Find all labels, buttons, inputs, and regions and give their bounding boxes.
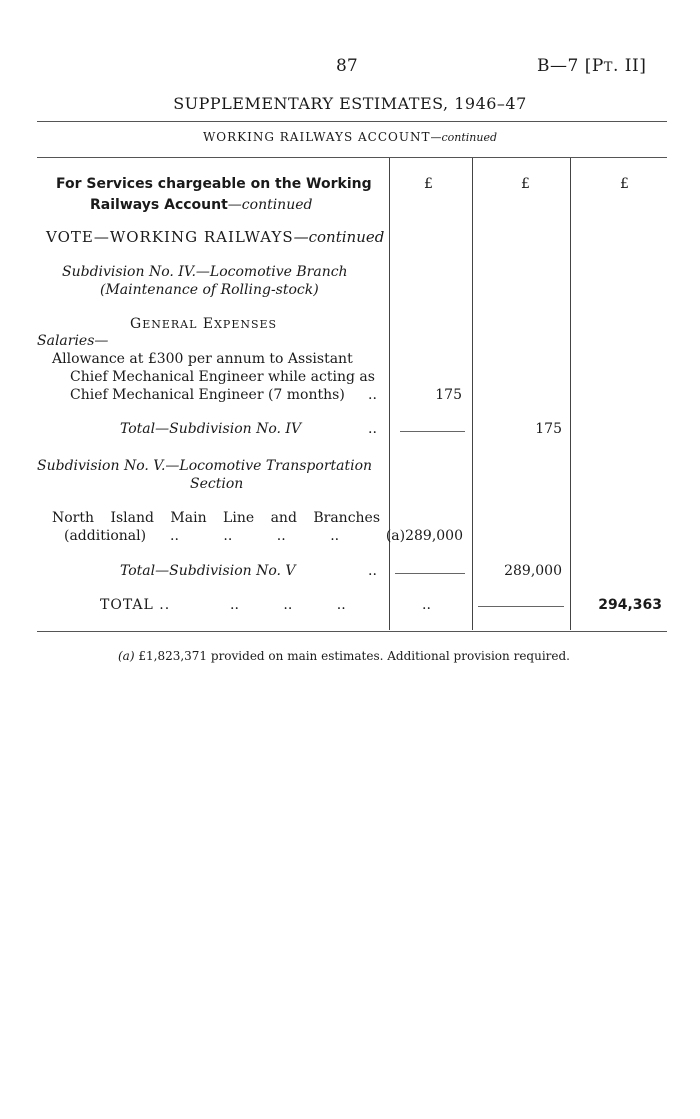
col3-currency-symbol: £ xyxy=(620,176,629,192)
iv-subtotal-rule xyxy=(400,431,465,432)
page-title: SUPPLEMENTARY ESTIMATES, 1946–47 xyxy=(173,94,527,113)
table-top-rule xyxy=(37,157,667,158)
subdivision-iv-total-leader: .. xyxy=(368,421,377,437)
ref-prefix: B—7 [P xyxy=(537,56,604,76)
ge-rest-xpenses: XPENSES xyxy=(214,318,278,331)
vote-continued: —continued xyxy=(293,228,385,246)
col1-currency-symbol: £ xyxy=(424,176,433,192)
page-number: 87 xyxy=(336,56,358,76)
title-rule xyxy=(37,121,667,122)
general-expenses-heading xyxy=(130,316,277,332)
subdivision-iv-total-amount: 175 xyxy=(535,421,562,437)
section-subtitle xyxy=(0,130,700,144)
grand-total-leaders: .. .. .. xyxy=(230,597,346,613)
column-divider-1 xyxy=(389,158,390,630)
ge-cap-e: E xyxy=(202,316,215,332)
vote-title xyxy=(46,228,384,246)
salaries-label: Salaries— xyxy=(37,333,109,349)
subdivision-v-title: Subdivision No. V.—Locomotive Transportation xyxy=(37,458,373,474)
services-heading-italic: —continued xyxy=(227,197,313,213)
document-reference xyxy=(537,56,646,76)
footnote-text: £1,823,371 provided on main estimates. Additional provision required. xyxy=(138,649,570,663)
subdivision-iv-title: Subdivision No. IV.—Locomotive Branch xyxy=(62,264,348,280)
vote-label: VOTE—WORKING RAILWAYS xyxy=(46,228,294,246)
col2-currency-symbol: £ xyxy=(521,176,530,192)
subdivision-iv-total-label: Total—Subdivision No. IV xyxy=(120,421,302,437)
ref-smallcaps: T xyxy=(603,60,613,75)
subdivision-iv-subtitle: (Maintenance of Rolling-stock) xyxy=(100,282,319,298)
north-island-item-line2: (additional) xyxy=(64,528,147,544)
allowance-item-line2: Chief Mechanical Engineer while acting as xyxy=(70,369,375,385)
services-heading-line1: For Services chargeable on the Working xyxy=(56,176,372,192)
allowance-item-line1: Allowance at £300 per annum to Assistant xyxy=(52,351,353,367)
ge-rest-eneral: ENERAL xyxy=(142,318,198,331)
ge-cap-g: G xyxy=(130,316,143,332)
grand-total-label: TOTAL .. xyxy=(100,597,171,613)
north-island-item-line1: North Island Main Line and Branches xyxy=(52,510,381,526)
column-divider-2 xyxy=(472,158,473,630)
subtitle-continued: —continued xyxy=(430,131,498,144)
allowance-item-amount: 175 xyxy=(435,387,462,403)
north-island-item-leaders: .. .. .. .. xyxy=(170,528,340,544)
column-divider-3 xyxy=(570,158,571,630)
footnote-marker: (a) xyxy=(118,649,135,663)
services-heading-line2 xyxy=(90,194,312,213)
allowance-item-leader: .. xyxy=(368,387,377,403)
allowance-item-line3: Chief Mechanical Engineer (7 months) xyxy=(70,387,345,403)
ref-suffix: . II] xyxy=(612,56,647,76)
subdivision-v-subtitle: Section xyxy=(190,476,244,492)
v-subtotal-rule-1 xyxy=(395,573,465,574)
services-heading-bold: Railways Account xyxy=(90,197,228,213)
grand-total-rule xyxy=(478,606,564,607)
grand-total-col1-leader: .. xyxy=(422,597,431,613)
table-bottom-rule xyxy=(37,631,667,632)
subdivision-v-total-amount: 289,000 xyxy=(504,563,562,579)
grand-total-amount: 294,363 xyxy=(598,597,662,613)
subdivision-v-total-leader: .. xyxy=(368,563,377,579)
north-island-item-amount: (a)289,000 xyxy=(385,528,463,544)
subtitle-main: WORKING RAILWAYS ACCOUNT xyxy=(202,130,431,144)
subdivision-v-total-label: Total—Subdivision No. V xyxy=(120,563,296,579)
footnote xyxy=(118,649,570,663)
